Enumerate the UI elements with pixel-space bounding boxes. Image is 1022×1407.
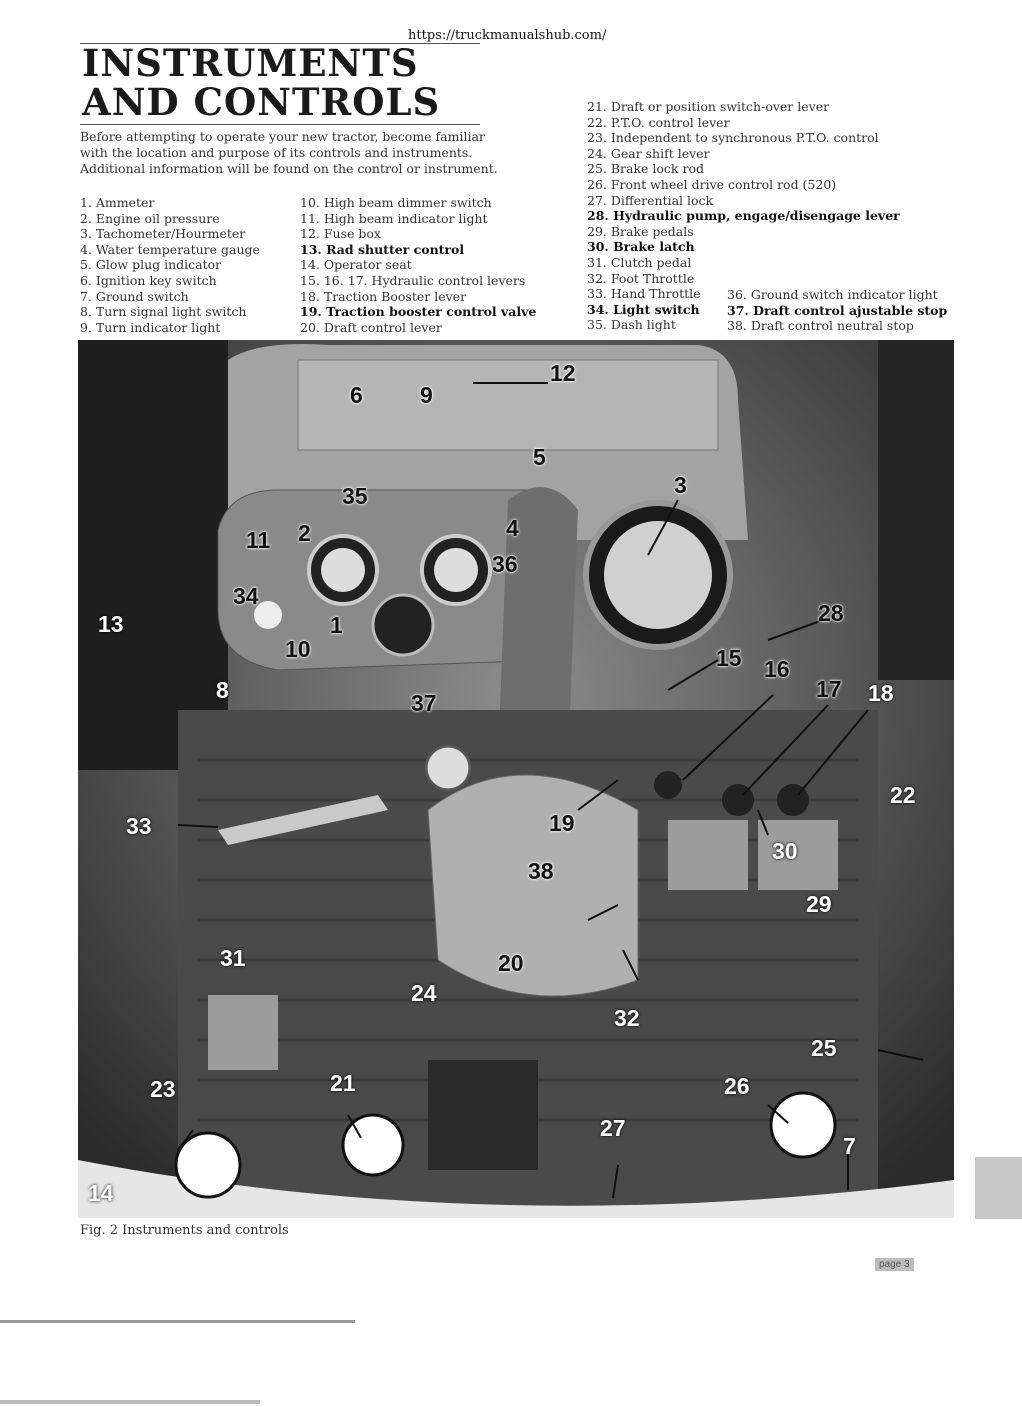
legend-item: 13. Rad shutter control — [300, 241, 465, 257]
legend-item: 9. Turn indicator light — [80, 319, 221, 335]
callout-22: 22 — [890, 782, 916, 808]
callout-17: 17 — [816, 676, 842, 702]
callout-15: 15 — [716, 645, 742, 671]
callout-30: 30 — [772, 838, 798, 864]
callout-26: 26 — [724, 1073, 750, 1099]
title-line-2: AND CONTROLS — [82, 80, 441, 124]
legend-item: 32. Foot Throttle — [587, 270, 695, 286]
callout-2: 2 — [298, 520, 311, 546]
callout-38: 38 — [528, 858, 554, 884]
callout-35: 35 — [342, 483, 368, 509]
callout-5: 5 — [533, 444, 546, 470]
legend-item: 34. Light switch — [587, 301, 700, 317]
scan-edge-shade — [975, 1157, 1022, 1219]
legend-item: 36. Ground switch indicator light — [727, 287, 938, 302]
legend-item: 19. Traction booster control valve — [300, 304, 537, 320]
legend-item: 4. Water temperature gauge — [80, 241, 260, 257]
legend-item: 20. Draft control lever — [300, 319, 442, 335]
callout-1: 1 — [330, 612, 343, 638]
callout-23: 23 — [150, 1076, 176, 1102]
legend-item: 8. Turn signal light switch — [80, 304, 247, 320]
callout-6: 6 — [350, 382, 363, 408]
callout-24: 24 — [411, 980, 437, 1006]
callout-29: 29 — [806, 891, 832, 917]
legend-item: 24. Gear shift lever — [587, 145, 710, 161]
legend-item: 26. Front wheel drive control rod (520) — [587, 176, 837, 192]
legend-item: 5. Glow plug indicator — [80, 257, 222, 273]
page-title — [82, 41, 441, 124]
legend-item: 12. Fuse box — [300, 226, 381, 242]
callout-9: 9 — [420, 382, 433, 408]
callout-32: 32 — [614, 1005, 640, 1031]
callout-21: 21 — [330, 1070, 356, 1096]
figure-caption: Fig. 2 Instruments and controls — [80, 1223, 289, 1238]
callout-27: 27 — [600, 1115, 626, 1141]
callout-12: 12 — [550, 360, 576, 386]
title-bottom-rule — [80, 124, 480, 125]
legend-item: 37. Draft control ajustable stop — [727, 302, 948, 318]
page-number: page 3 — [875, 1258, 914, 1271]
legend-item: 14. Operator seat — [300, 257, 412, 273]
legend-item: 35. Dash light — [587, 317, 676, 333]
legend-item: 10. High beam dimmer switch — [300, 195, 492, 210]
legend-item: 21. Draft or position switch-over lever — [587, 99, 830, 114]
callout-13: 13 — [98, 611, 124, 637]
callout-31: 31 — [220, 945, 246, 971]
callout-33: 33 — [126, 813, 152, 839]
intro-paragraph: Before attempting to operate your new tractor, become familiar with the location and purpose of its controls and instruments. Additional information will be found on the control or instrument. — [80, 129, 498, 176]
callout-7: 7 — [843, 1133, 856, 1159]
legend-column-4 — [727, 287, 947, 334]
legend-item: 28. Hydraulic pump, engage/disengage lever — [587, 208, 900, 224]
callout-4: 4 — [506, 515, 519, 541]
photo-illustration — [78, 340, 954, 1218]
title-line-1: INSTRUMENTS — [82, 41, 419, 85]
legend-item: 7. Ground switch — [80, 288, 189, 304]
callout-19: 19 — [549, 810, 575, 836]
callout-25: 25 — [811, 1035, 837, 1061]
legend-item: 1. Ammeter — [80, 195, 155, 210]
scan-artifact-line — [0, 1400, 260, 1404]
scan-artifact-line — [0, 1320, 355, 1323]
legend-item: 23. Independent to synchronous P.T.O. control — [587, 130, 879, 146]
source-url[interactable]: https://truckmanualshub.com/ — [408, 28, 607, 43]
callout-37: 37 — [411, 690, 437, 716]
legend-item: 33. Hand Throttle — [587, 286, 701, 302]
tractor-controls-photo — [78, 340, 954, 1218]
callout-11: 11 — [246, 527, 271, 553]
callout-10: 10 — [285, 636, 311, 662]
legend-item: 38. Draft control neutral stop — [727, 318, 914, 334]
legend-item: 2. Engine oil pressure — [80, 210, 220, 226]
legend-item: 22. P.T.O. control lever — [587, 114, 730, 130]
legend-item: 29. Brake pedals — [587, 223, 694, 239]
callout-16: 16 — [764, 656, 790, 682]
legend-item: 27. Differential lock — [587, 192, 714, 208]
callout-36: 36 — [492, 551, 518, 577]
legend-item: 11. High beam indicator light — [300, 210, 488, 226]
legend-column-2 — [300, 195, 536, 335]
callout-18: 18 — [868, 680, 894, 706]
callout-34: 34 — [233, 583, 259, 609]
legend-item: 3. Tachometer/Hourmeter — [80, 226, 246, 242]
callout-8: 8 — [216, 677, 229, 703]
legend-item: 15. 16. 17. Hydraulic control levers — [300, 272, 526, 288]
callout-20: 20 — [498, 950, 524, 976]
callout-14: 14 — [88, 1180, 114, 1206]
legend-item: 30. Brake latch — [587, 239, 695, 255]
legend-item: 25. Brake lock rod — [587, 161, 704, 177]
legend-item: 31. Clutch pedal — [587, 254, 692, 270]
legend-column-1 — [80, 195, 260, 335]
legend-item: 6. Ignition key switch — [80, 272, 217, 288]
callout-3: 3 — [674, 472, 687, 498]
callout-28: 28 — [818, 600, 844, 626]
legend-item: 18. Traction Booster lever — [300, 288, 467, 304]
